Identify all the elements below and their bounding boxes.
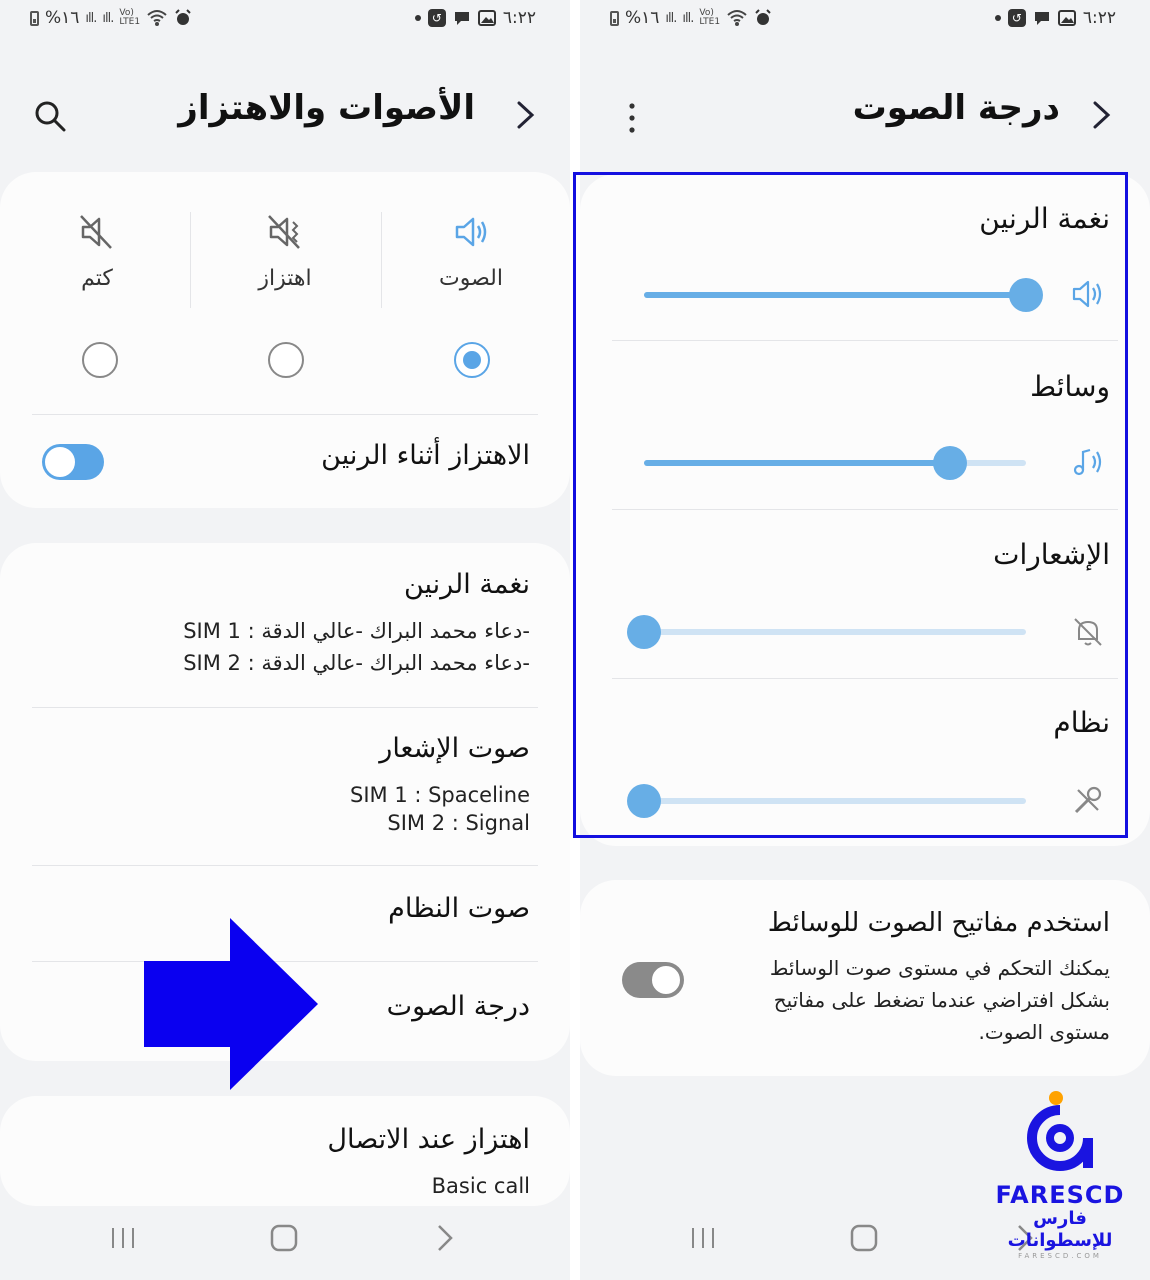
divider xyxy=(32,865,538,866)
divider xyxy=(32,414,538,415)
sound-mode-card xyxy=(0,172,570,508)
app-notification-icon: ↺ xyxy=(428,9,446,27)
header xyxy=(0,80,570,150)
recent-apps-icon[interactable] xyxy=(105,1220,141,1256)
alarm-icon xyxy=(754,9,772,27)
sound-settings-screen xyxy=(0,0,570,1280)
home-icon[interactable] xyxy=(266,1220,302,1256)
signal-icon: ıll. xyxy=(102,10,114,26)
battery-icon xyxy=(610,11,619,26)
vibrate-while-ringing-toggle[interactable] xyxy=(42,444,104,480)
search-icon[interactable] xyxy=(32,98,68,134)
volte-badge: Vo) LTE1 xyxy=(699,8,721,27)
ringtone-title: نغمة الرنين xyxy=(403,569,530,600)
mode-vibrate-label: اهتزاز xyxy=(258,266,312,291)
mode-sound-radio[interactable] xyxy=(454,342,490,378)
notification-sound-title: صوت الإشعار xyxy=(379,733,530,764)
wifi-icon xyxy=(726,9,748,27)
farescd-logo xyxy=(990,1088,1130,1260)
battery-level: %١٦ xyxy=(625,8,660,28)
media-keys-card xyxy=(580,880,1150,1076)
back-chevron-icon[interactable] xyxy=(1084,98,1118,132)
page-title: الأصوات والاهتزاز xyxy=(178,88,475,128)
divider xyxy=(381,212,382,308)
media-volume-label: وسائط xyxy=(1030,370,1110,403)
notification-sound-sim2: SIM 2 : Signal xyxy=(387,811,530,835)
volume-title: درجة الصوت xyxy=(386,991,530,1022)
speaker-icon xyxy=(451,212,491,252)
more-options-icon[interactable] xyxy=(624,100,640,136)
mute-icon xyxy=(77,212,117,252)
signal-icon: ıll. xyxy=(682,10,694,26)
vibrate-icon xyxy=(265,212,305,252)
logo-name-ar: فارس للإسطوانات xyxy=(1007,1208,1113,1251)
header xyxy=(580,80,1150,150)
media-keys-description: بشكل افتراضي عندما تضغط على مفاتيح xyxy=(773,988,1110,1012)
chat-icon xyxy=(453,9,471,27)
status-bar xyxy=(0,8,570,34)
call-vibration-title: اهتزاز عند الاتصال xyxy=(327,1124,530,1155)
mode-vibrate-radio[interactable] xyxy=(268,342,304,378)
notifications-volume-label: الإشعارات xyxy=(993,538,1110,571)
vibrate-while-ringing-label: الاهتزاز أثناء الرنين xyxy=(321,440,530,471)
mode-mute-radio[interactable] xyxy=(82,342,118,378)
media-keys-description: مستوى الصوت. xyxy=(978,1020,1110,1044)
mode-sound-label: الصوت xyxy=(439,266,503,291)
chat-icon xyxy=(1033,9,1051,27)
battery-icon xyxy=(30,11,39,26)
volume-sliders-highlight xyxy=(573,172,1128,838)
arrow-pointer-icon xyxy=(144,918,318,1090)
gallery-icon xyxy=(478,9,496,27)
signal-icon: ıll. xyxy=(85,10,97,26)
app-notification-icon: ↺ xyxy=(1008,9,1026,27)
media-keys-title: استخدم مفاتيح الصوت للوسائط xyxy=(767,908,1110,938)
ringtone-volume-label: نغمة الرنين xyxy=(979,202,1110,235)
system-sound-title: صوت النظام xyxy=(388,893,530,924)
system-volume-label: نظام xyxy=(1053,706,1110,739)
media-keys-toggle[interactable] xyxy=(622,962,684,998)
navigation-bar xyxy=(0,1200,570,1280)
call-vibration-value: Basic call xyxy=(431,1174,530,1198)
recent-apps-icon[interactable] xyxy=(685,1220,721,1256)
notification-dot-icon xyxy=(995,15,1001,21)
notification-dot-icon xyxy=(415,15,421,21)
signal-icon: ıll. xyxy=(665,10,677,26)
logo-url: FARESCD.COM xyxy=(1018,1252,1102,1260)
clock: ٦:٢٢ xyxy=(502,8,536,28)
battery-level: %١٦ xyxy=(45,8,80,28)
mode-mute-label: كتم xyxy=(81,266,113,291)
farescd-logo-mark-icon xyxy=(1018,1088,1102,1178)
notification-sound-sim1: SIM 1 : Spaceline xyxy=(350,783,530,807)
page-title: درجة الصوت xyxy=(852,88,1060,128)
divider xyxy=(190,212,191,308)
alarm-icon xyxy=(174,9,192,27)
call-vibration-row[interactable] xyxy=(0,1096,570,1206)
back-chevron-icon[interactable] xyxy=(508,98,542,132)
ringtone-sim1: SIM 1 : دعاء محمد البراك -عالي الدقة- xyxy=(183,619,530,643)
volte-badge: Vo) LTE1 xyxy=(119,8,141,27)
gallery-icon xyxy=(1058,9,1076,27)
ringtone-sim2: SIM 2 : دعاء محمد البراك -عالي الدقة- xyxy=(183,651,530,675)
back-icon[interactable] xyxy=(427,1220,463,1256)
home-icon[interactable] xyxy=(846,1220,882,1256)
media-keys-description: يمكنك التحكم في مستوى صوت الوسائط xyxy=(769,956,1110,980)
status-bar xyxy=(580,8,1150,34)
logo-name: FARESCD xyxy=(995,1181,1125,1209)
wifi-icon xyxy=(146,9,168,27)
divider xyxy=(32,707,538,708)
clock: ٦:٢٢ xyxy=(1082,8,1116,28)
